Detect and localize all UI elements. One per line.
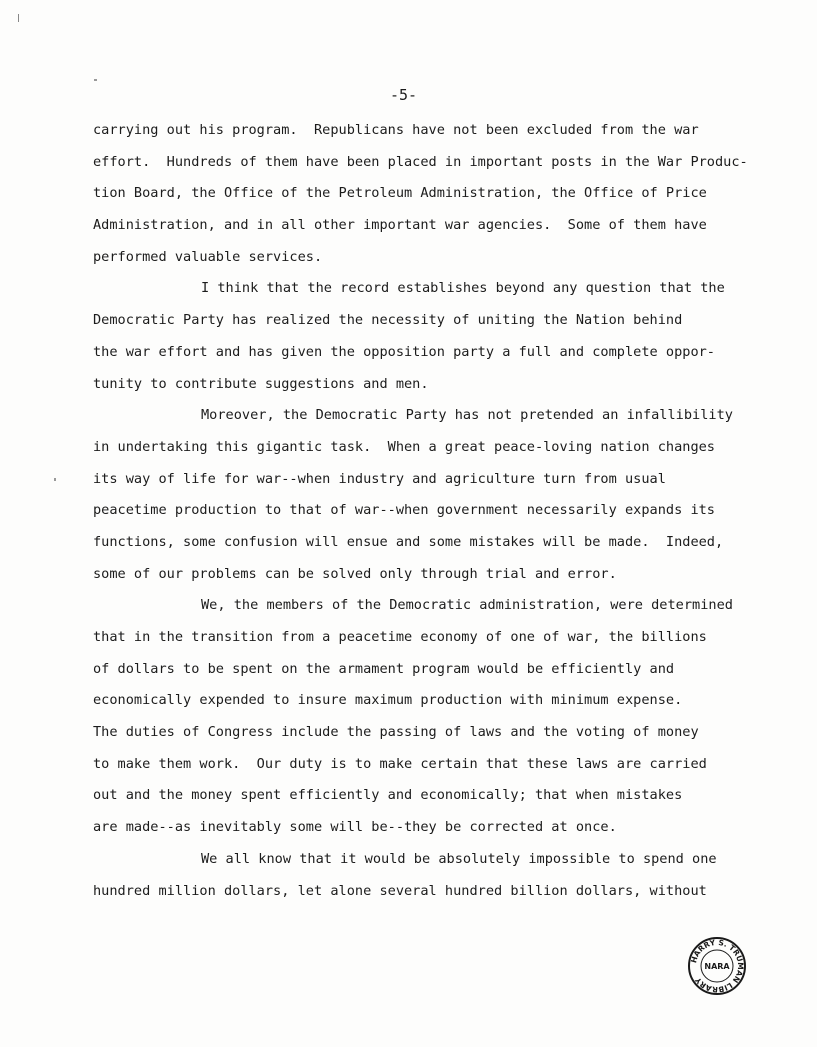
text-line: in undertaking this gigantic task. When a great peace-loving nation changes: [93, 438, 715, 455]
text-line: tion Board, the Office of the Petroleum Administration, the Office of Price: [93, 185, 707, 202]
text-line: functions, some confusion will ensue and some mistakes will be made. Indeed,: [93, 533, 724, 550]
library-seal-icon: [687, 936, 747, 996]
text-line: to make them work. Our duty is to make certain that these laws are carried: [93, 755, 707, 772]
library-stamp: [687, 936, 747, 996]
text-line: its way of life for war--when industry and agriculture turn from usual: [93, 470, 666, 487]
text-line: performed valuable services.: [93, 248, 323, 265]
text-line: the war effort and has given the opposition party a full and complete oppor-: [93, 343, 715, 360]
text-line: hundred million dollars, let alone several hundred billion dollars, without: [93, 882, 707, 899]
text-line: are made--as inevitably some will be--they be corrected at once.: [93, 819, 617, 836]
text-line: I think that the record establishes beyond any question that the: [201, 280, 725, 297]
stamp-center-text: NARA: [704, 962, 730, 971]
body-text: [93, 115, 793, 907]
text-line: carrying out his program. Republicans have not been excluded from the war: [93, 122, 699, 138]
page-number: -5-: [389, 86, 418, 104]
margin-speck: [18, 14, 19, 22]
text-line: that in the transition from a peacetime economy of one of war, the billions: [93, 629, 707, 645]
margin-speck: [94, 79, 97, 81]
text-line: We, the members of the Democratic administration, were determined: [201, 597, 733, 614]
text-line: of dollars to be spent on the armament program would be efficiently and: [93, 660, 675, 677]
text-line: effort. Hundreds of them have been placed in important posts in the War Produc-: [93, 153, 748, 170]
stamp-outer-text: HARRY S. TRUMAN LIBRARY: [689, 937, 746, 995]
text-line: some of our problems can be solved only through trial and error.: [93, 565, 617, 582]
text-line: out and the money spent efficiently and economically; that when mistakes: [93, 787, 683, 804]
text-line: Democratic Party has realized the necessity of uniting the Nation behind: [93, 312, 683, 329]
text-line: economically expended to insure maximum production with minimum expense.: [93, 692, 683, 709]
text-line: peacetime production to that of war--when government necessarily expands its: [93, 502, 715, 519]
text-line: We all know that it would be absolutely impossible to spend one: [201, 850, 717, 867]
text-line: Administration, and in all other important war agencies. Some of them have: [93, 217, 707, 234]
text-line: Moreover, the Democratic Party has not pretended an infallibility: [201, 407, 733, 424]
margin-speck: [54, 478, 56, 481]
text-line: tunity to contribute suggestions and men.: [93, 375, 429, 392]
text-line: The duties of Congress include the passing of laws and the voting of money: [93, 724, 699, 741]
